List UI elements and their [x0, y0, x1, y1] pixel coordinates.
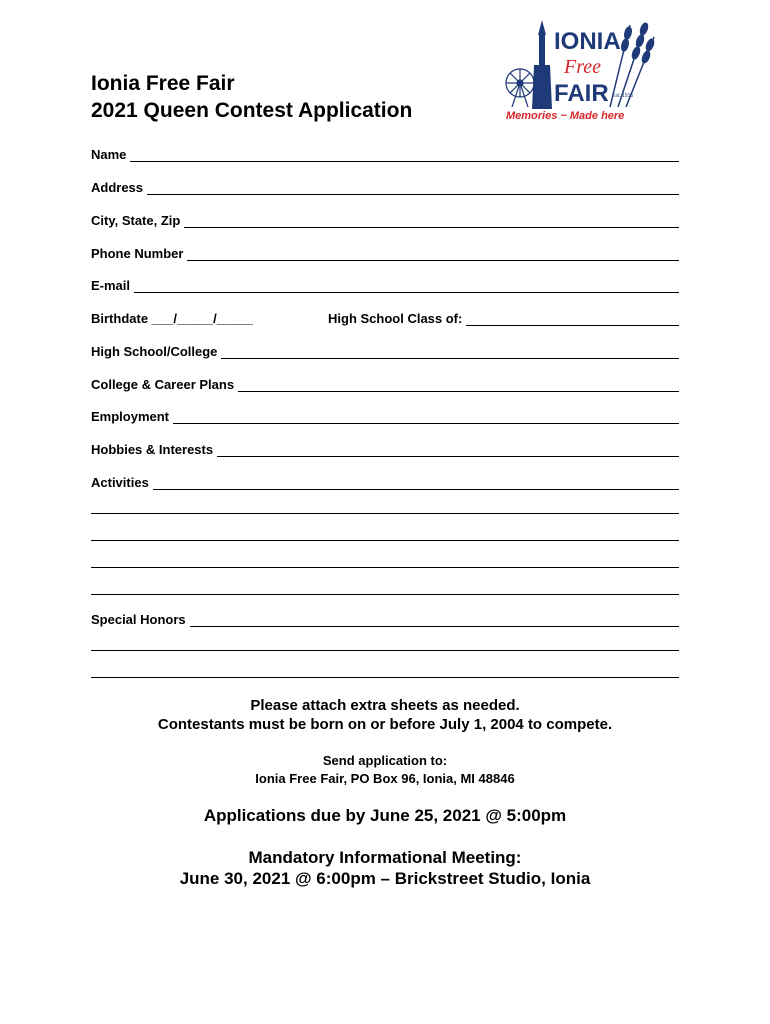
high-school-college-line[interactable]: [221, 344, 679, 359]
high-school-class-line[interactable]: [466, 311, 679, 326]
name-field[interactable]: [91, 142, 679, 162]
activities-extra-line[interactable]: [91, 540, 679, 541]
city-state-zip-field[interactable]: [91, 208, 679, 228]
special-honors-label: Special Honors: [91, 612, 186, 627]
hobbies-label: Hobbies & Interests: [91, 442, 214, 457]
activities-field[interactable]: [91, 470, 679, 490]
special-honors-extra-line[interactable]: [91, 650, 679, 651]
address-label: Address: [91, 180, 144, 195]
college-career-label: College & Career Plans: [91, 377, 235, 392]
activities-extra-line[interactable]: [91, 567, 679, 568]
city-state-zip-line[interactable]: [184, 213, 679, 228]
page-title: [91, 70, 412, 124]
special-honors-line[interactable]: [190, 612, 679, 627]
address-field[interactable]: [91, 175, 679, 195]
logo-word-free: Free: [564, 56, 602, 78]
special-honors-extra-line[interactable]: [91, 677, 679, 678]
due-date-note: Applications due by June 25, 2021 @ 5:00pm: [203, 806, 567, 825]
employment-field[interactable]: [91, 404, 679, 424]
meeting-title: Mandatory Informational Meeting:: [248, 848, 522, 867]
city-state-zip-label: City, State, Zip: [91, 213, 181, 228]
special-honors-field[interactable]: [91, 607, 679, 627]
birthdate-field[interactable]: Birthdate ___/_____/_____: [91, 311, 253, 326]
send-to-label: Send application to:: [322, 753, 448, 768]
ionia-free-fair-logo: [498, 15, 658, 127]
employment-label: Employment: [91, 409, 170, 424]
college-career-line[interactable]: [238, 377, 679, 392]
mailing-address: Ionia Free Fair, PO Box 96, Ionia, MI 48846: [255, 771, 515, 786]
high-school-class-label: High School Class of:: [328, 311, 463, 326]
hobbies-line[interactable]: [217, 442, 679, 457]
email-field[interactable]: [91, 273, 679, 293]
ferris-wheel-icon: [506, 69, 534, 107]
college-career-field[interactable]: [91, 372, 679, 392]
name-line[interactable]: [130, 147, 679, 162]
logo-established: Est. 1915: [612, 93, 634, 99]
email-label: E-mail: [91, 278, 131, 293]
activities-label: Activities: [91, 475, 149, 490]
phone-line[interactable]: [187, 246, 679, 261]
logo-word-ionia: IONIA: [554, 28, 621, 55]
logo-tagline: Memories ~ Made here: [506, 110, 625, 122]
logo-word-fair: FAIR: [554, 80, 609, 107]
tower-icon: [532, 20, 552, 109]
email-line[interactable]: [134, 278, 679, 293]
employment-line[interactable]: [173, 409, 679, 424]
activities-extra-line[interactable]: [91, 513, 679, 514]
hobbies-field[interactable]: [91, 437, 679, 457]
activities-line[interactable]: [153, 475, 679, 490]
birthdate-class-row: [91, 306, 679, 326]
meeting-detail: June 30, 2021 @ 6:00pm – Brickstreet Studio, Ionia: [179, 869, 591, 888]
high-school-college-field[interactable]: [91, 339, 679, 359]
title-line-application: 2021 Queen Contest Application: [91, 99, 413, 122]
high-school-college-label: High School/College: [91, 344, 218, 359]
address-line[interactable]: [147, 180, 679, 195]
eligibility-note: Contestants must be born on or before July 1, 2004 to compete.: [157, 716, 613, 733]
high-school-class-field[interactable]: [328, 311, 679, 326]
activities-extra-line[interactable]: [91, 594, 679, 595]
title-line-fair: Ionia Free Fair: [91, 72, 235, 95]
phone-label: Phone Number: [91, 246, 184, 261]
attach-note: Please attach extra sheets as needed.: [250, 697, 520, 714]
name-label: Name: [91, 147, 127, 162]
phone-field[interactable]: [91, 241, 679, 261]
